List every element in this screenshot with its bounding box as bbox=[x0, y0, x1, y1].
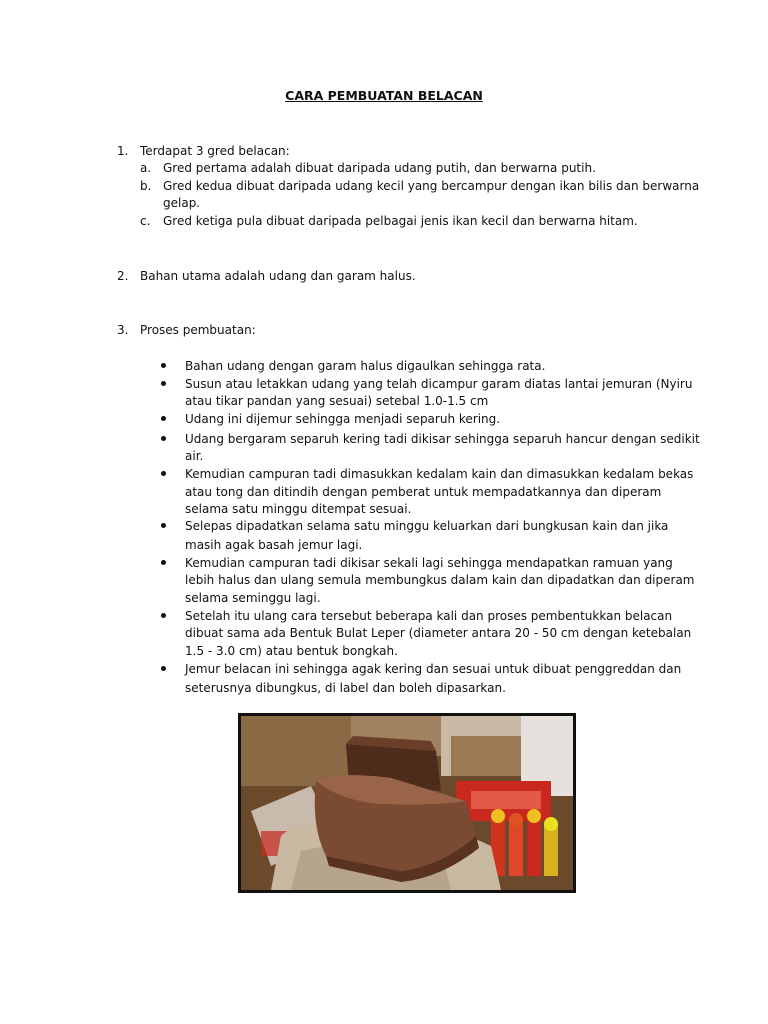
bullet-marker bbox=[161, 471, 166, 476]
bullet-8-line-3: 1.5 - 3.0 cm) atau bentuk bongkah. bbox=[185, 644, 398, 658]
bullet-5-line-2: atau tong dan ditindih dengan pemberat untuk mempadatkannya dan diperam bbox=[185, 485, 662, 499]
bullet-8-line-2: dibuat sama ada Bentuk Bulat Leper (diameter antara 20 - 50 cm dengan ketebalan bbox=[185, 626, 692, 640]
bullet-4-line-1: Udang bergaram separuh kering tadi dikisar sehingga separuh hancur dengan sedikit bbox=[185, 432, 700, 446]
bullet-marker bbox=[161, 613, 166, 618]
bullet-9-line-1: Jemur belacan ini sehingga agak kering dan sesuai untuk dibuat penggreddan dan bbox=[185, 662, 682, 676]
section-3-heading: Proses pembuatan: bbox=[140, 323, 256, 337]
bullet-marker bbox=[161, 381, 166, 386]
item-b-marker: b. bbox=[140, 179, 152, 193]
bullet-4-line-2: air. bbox=[185, 449, 204, 463]
item-c-line-1: Gred ketiga pula dibuat daripada pelbagai jenis ikan kecil dan berwarna hitam. bbox=[163, 214, 638, 228]
item-a-line-1: Gred pertama adalah dibuat daripada udang putih, dan berwarna putih. bbox=[163, 161, 596, 175]
bullet-marker bbox=[161, 363, 166, 368]
bullet-9-line-2: seterusnya dibungkus, di label dan boleh dipasarkan. bbox=[185, 681, 506, 695]
section-1-number: 1. bbox=[117, 144, 129, 158]
bullet-2-line-1: Susun atau letakkan udang yang telah dicampur garam diatas lantai jemuran (Nyiru bbox=[185, 377, 693, 391]
bullet-8-line-1: Setelah itu ulang cara tersebut beberapa kali dan proses pembentukkan belacan bbox=[185, 609, 673, 623]
bullet-marker bbox=[161, 523, 166, 528]
item-a-marker: a. bbox=[140, 161, 152, 175]
belacan-photo-illustration bbox=[241, 716, 573, 890]
bullet-2-line-2: atau tikar pandan yang sesuai) setebal 1.0-1.5 cm bbox=[185, 394, 489, 408]
bullet-6-line-1: Selepas dipadatkan selama satu minggu keluarkan dari bungkusan kain dan jika bbox=[185, 519, 669, 533]
bullet-1-line-1: Bahan udang dengan garam halus digaulkan sehingga rata. bbox=[185, 359, 546, 373]
bullet-3-line-1: Udang ini dijemur sehingga menjadi separuh kering. bbox=[185, 412, 501, 426]
section-2-number: 2. bbox=[117, 269, 129, 283]
section-3-number: 3. bbox=[117, 323, 129, 337]
section-1-heading: Terdapat 3 gred belacan: bbox=[140, 144, 290, 158]
bullet-marker bbox=[161, 436, 166, 441]
bullet-7-line-2: lebih halus dan ulang semula membungkus dalam kain dan dipadatkan dan diperam bbox=[185, 573, 695, 587]
section-2-text: Bahan utama adalah udang dan garam halus. bbox=[140, 269, 416, 283]
bullet-marker bbox=[161, 666, 166, 671]
item-b-line-2: gelap. bbox=[163, 196, 201, 210]
item-b-line-1: Gred kedua dibuat daripada udang kecil yang bercampur dengan ikan bilis dan berwarna bbox=[163, 179, 700, 193]
bullet-marker bbox=[161, 416, 166, 421]
bullet-marker bbox=[161, 560, 166, 565]
item-c-marker: c. bbox=[140, 214, 151, 228]
belacan-photo bbox=[238, 713, 576, 893]
page-title: CARA PEMBUATAN BELACAN bbox=[285, 88, 483, 103]
bullet-7-line-1: Kemudian campuran tadi dikisar sekali lagi sehingga mendapatkan ramuan yang bbox=[185, 556, 673, 570]
bullet-5-line-3: selama satu minggu ditempat sesuai. bbox=[185, 502, 412, 516]
bullet-6-line-2: masih agak basah jemur lagi. bbox=[185, 538, 363, 552]
bullet-7-line-3: selama seminggu lagi. bbox=[185, 591, 321, 605]
bullet-5-line-1: Kemudian campuran tadi dimasukkan kedalam kain dan dimasukkan kedalam bekas bbox=[185, 467, 694, 481]
